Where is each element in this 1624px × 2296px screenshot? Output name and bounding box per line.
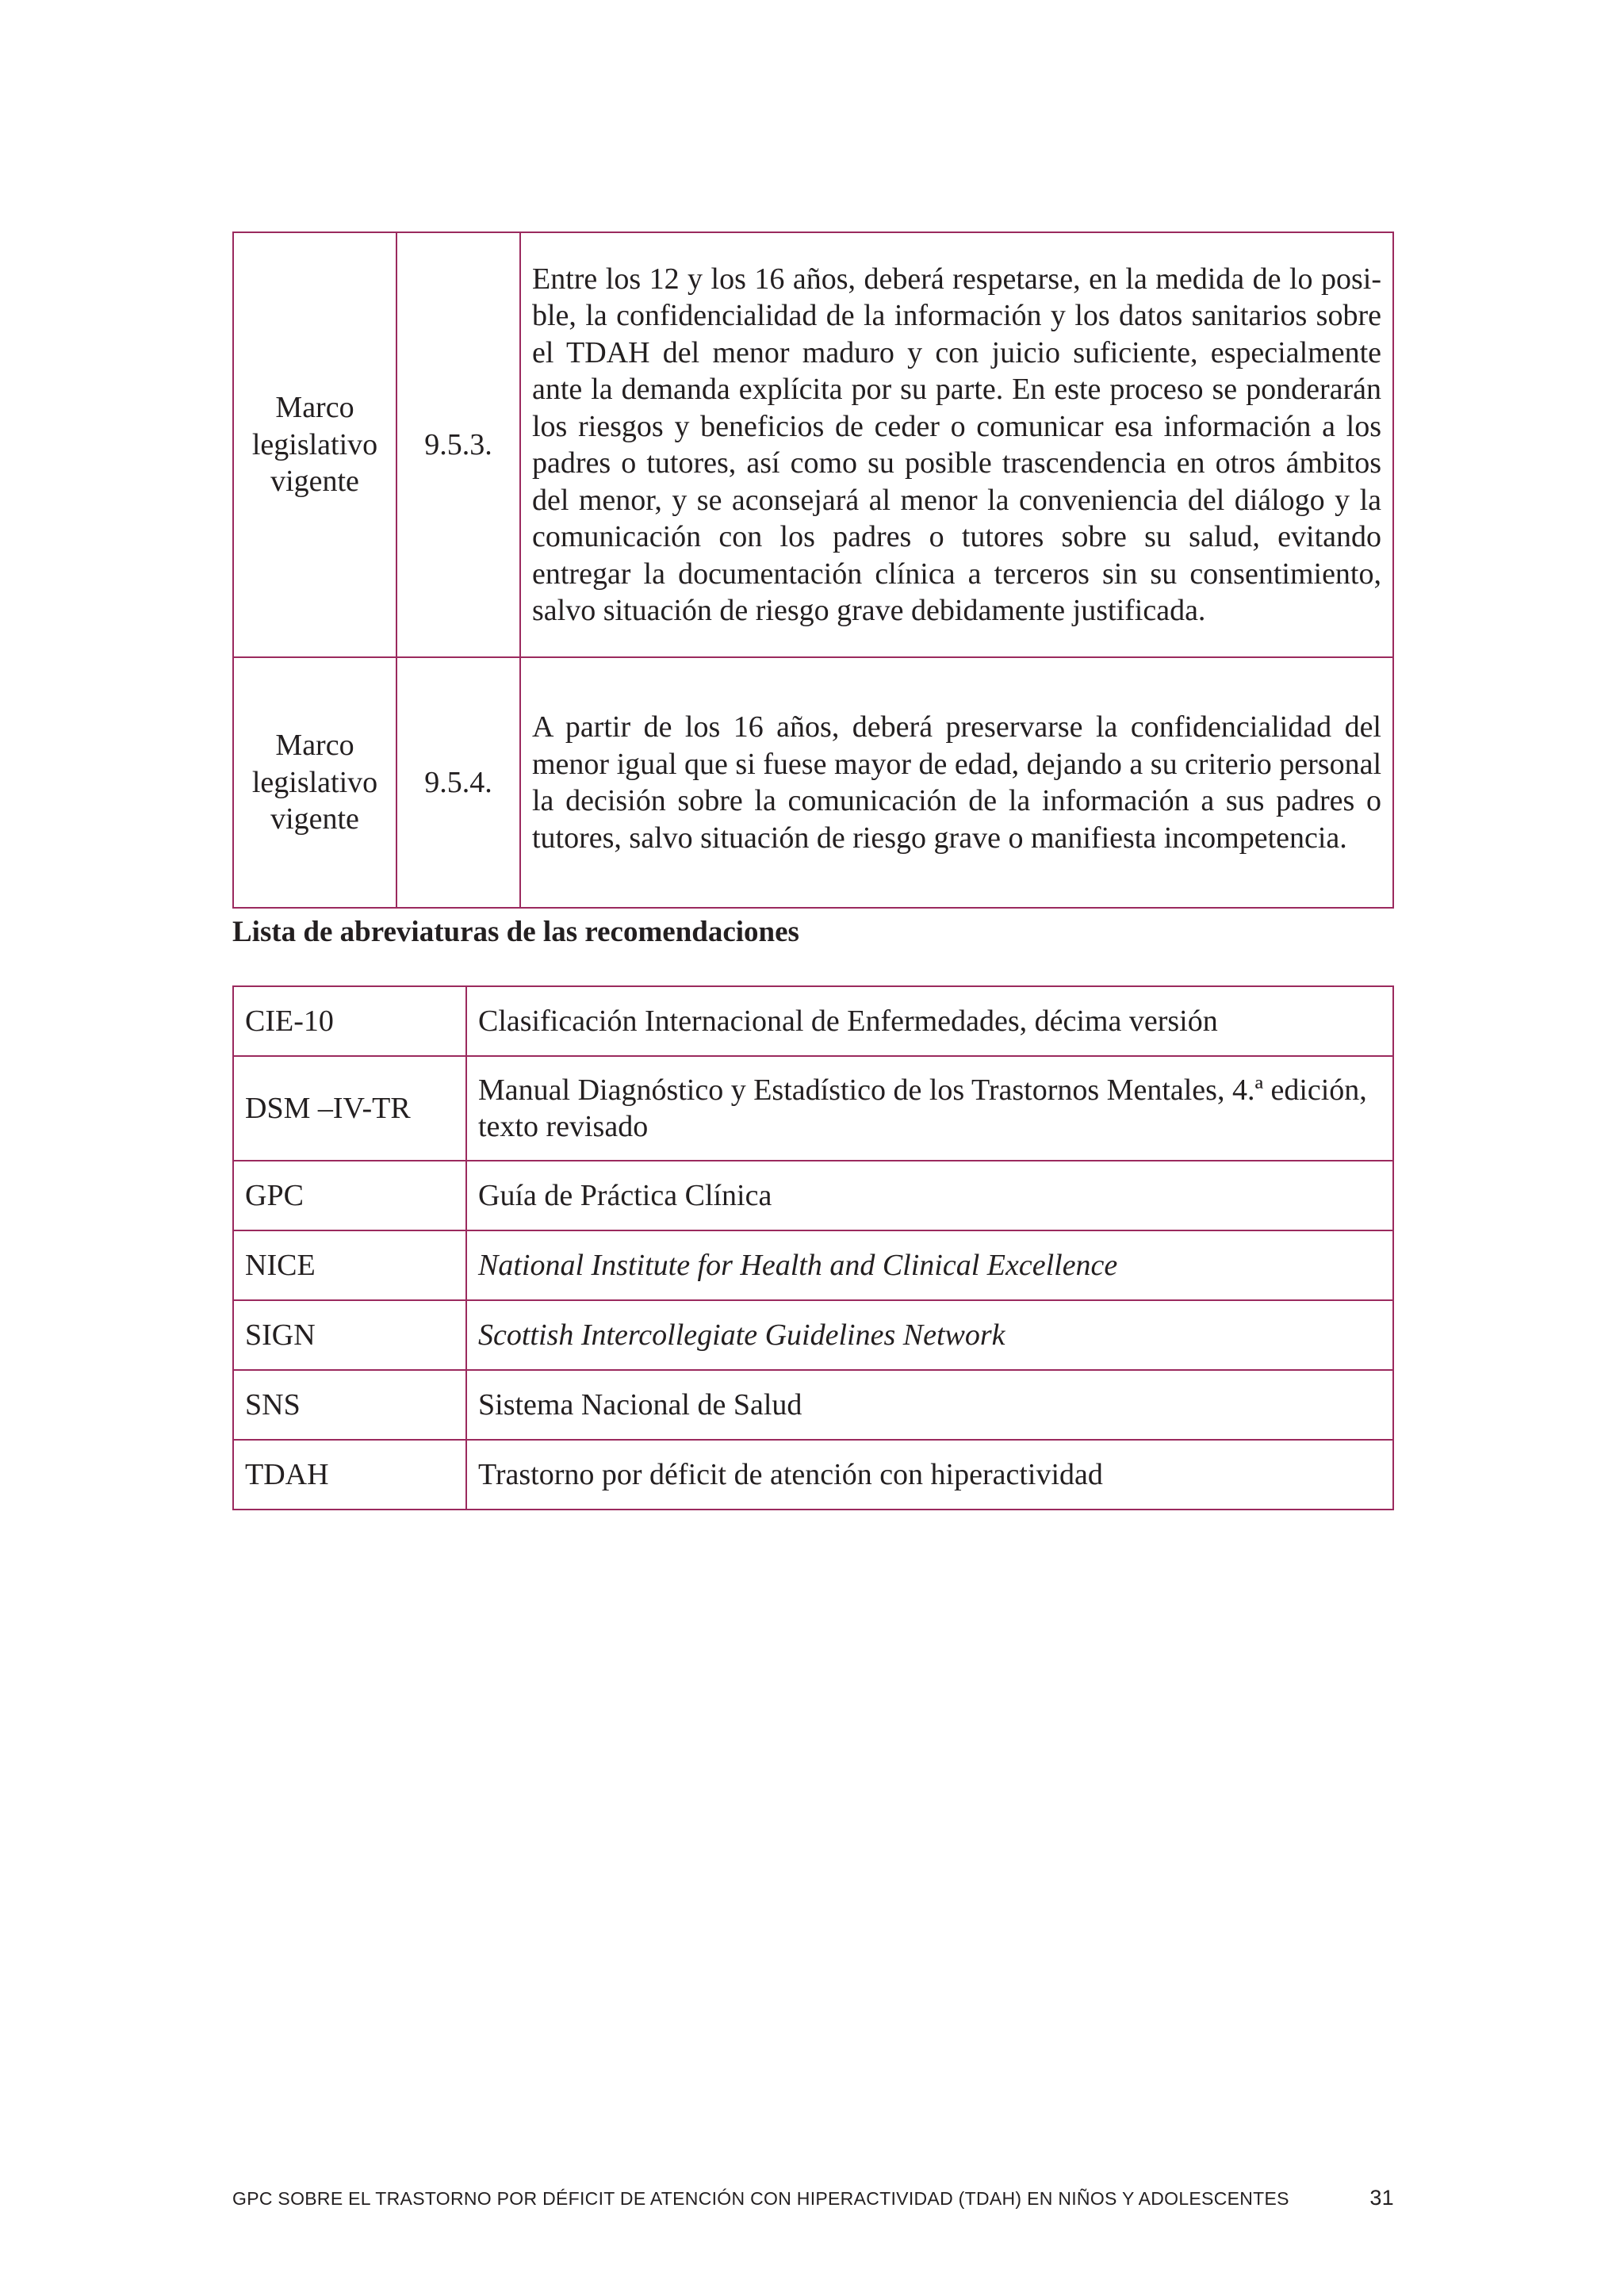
evidence-level-line: vigente [270, 465, 359, 499]
abbreviation: DSM –IV-TR [233, 1056, 466, 1161]
evidence-level-line: legislativo [251, 765, 378, 799]
abbreviation: TDAH [233, 1440, 466, 1510]
abbreviations-table [232, 985, 1394, 1510]
abbreviation-row [233, 1161, 1393, 1230]
abbreviation: GPC [233, 1161, 466, 1230]
evidence-level-line: legislativo [251, 427, 378, 461]
evidence-level-line: Marco [275, 729, 354, 763]
abbreviation: CIE-10 [233, 986, 466, 1056]
recommendation-row [233, 232, 1393, 657]
abbreviation-meaning: Scottish Intercollegiate Guidelines Network [466, 1300, 1393, 1370]
abbreviation-meaning: Clasificación Internacional de Enfermedades, décima versión [466, 986, 1393, 1056]
abbreviation-row [233, 1056, 1393, 1161]
abbreviation-meaning: Sistema Nacional de Salud [466, 1370, 1393, 1440]
running-title: GPC SOBRE EL TRASTORNO POR DÉFICIT DE ATENCIÓN CON HIPERACTIVIDAD (TDAH) EN NIÑOS Y ADOLESCENTES [232, 2188, 1289, 2209]
abbreviation: NICE [233, 1230, 466, 1300]
recommendation-row [233, 657, 1393, 908]
abbreviation: SNS [233, 1370, 466, 1440]
recommendations-table [232, 232, 1394, 909]
evidence-level-cell [233, 657, 396, 908]
page-footer [232, 2185, 1394, 2211]
recommendation-text: Entre los 12 y los 16 años, deberá respetarse, en la medida de lo posible, la confidencialidad de la información y los datos sanitarios sobre el TDAH del menor maduro y con juicio suficiente, especialmente ante la demanda explícita por su parte. En este proceso se ponderarán los riesgos y beneficios de ceder o comunicar esa información a los padres o tutores, así como su posible trascendencia en otros ámbitos del menor, y se aconsejará al menor la conveniencia del diálogo y la comunicación con los padres o tutores sobre su salud, evitando entregar la documentación clínica a terceros sin su consentimiento, salvo situación de riesgo grave debidamente justificada. [520, 232, 1393, 657]
recommendation-number: 9.5.3. [396, 232, 520, 657]
evidence-level-line: Marco [275, 391, 354, 425]
abbreviation-row [233, 1440, 1393, 1510]
abbreviations-heading: Lista de abreviaturas de las recomendaciones [232, 916, 799, 948]
recommendation-number: 9.5.4. [396, 657, 520, 908]
abbreviation-meaning: National Institute for Health and Clinical Excellence [466, 1230, 1393, 1300]
recommendation-text: A partir de los 16 años, deberá preservarse la confidencialidad del menor igual que si fuese mayor de edad, dejando a su criterio personal la decisión sobre la comunicación de la información a sus padres o tutores, salvo situación de riesgo grave o manifiesta incompetencia. [520, 657, 1393, 908]
evidence-level-cell [233, 232, 396, 657]
abbreviation: SIGN [233, 1300, 466, 1370]
evidence-level-line: vigente [270, 802, 359, 836]
abbreviation-row [233, 986, 1393, 1056]
page-number: 31 [1369, 2186, 1394, 2210]
abbreviation-meaning: Guía de Práctica Clínica [466, 1161, 1393, 1230]
abbreviation-row [233, 1230, 1393, 1300]
abbreviation-row [233, 1300, 1393, 1370]
abbreviation-row [233, 1370, 1393, 1440]
abbreviation-meaning: Manual Diagnóstico y Estadístico de los Trastornos Mentales, 4.ª edición, texto revisado [466, 1056, 1393, 1161]
abbreviation-meaning: Trastorno por déficit de atención con hiperactividad [466, 1440, 1393, 1510]
